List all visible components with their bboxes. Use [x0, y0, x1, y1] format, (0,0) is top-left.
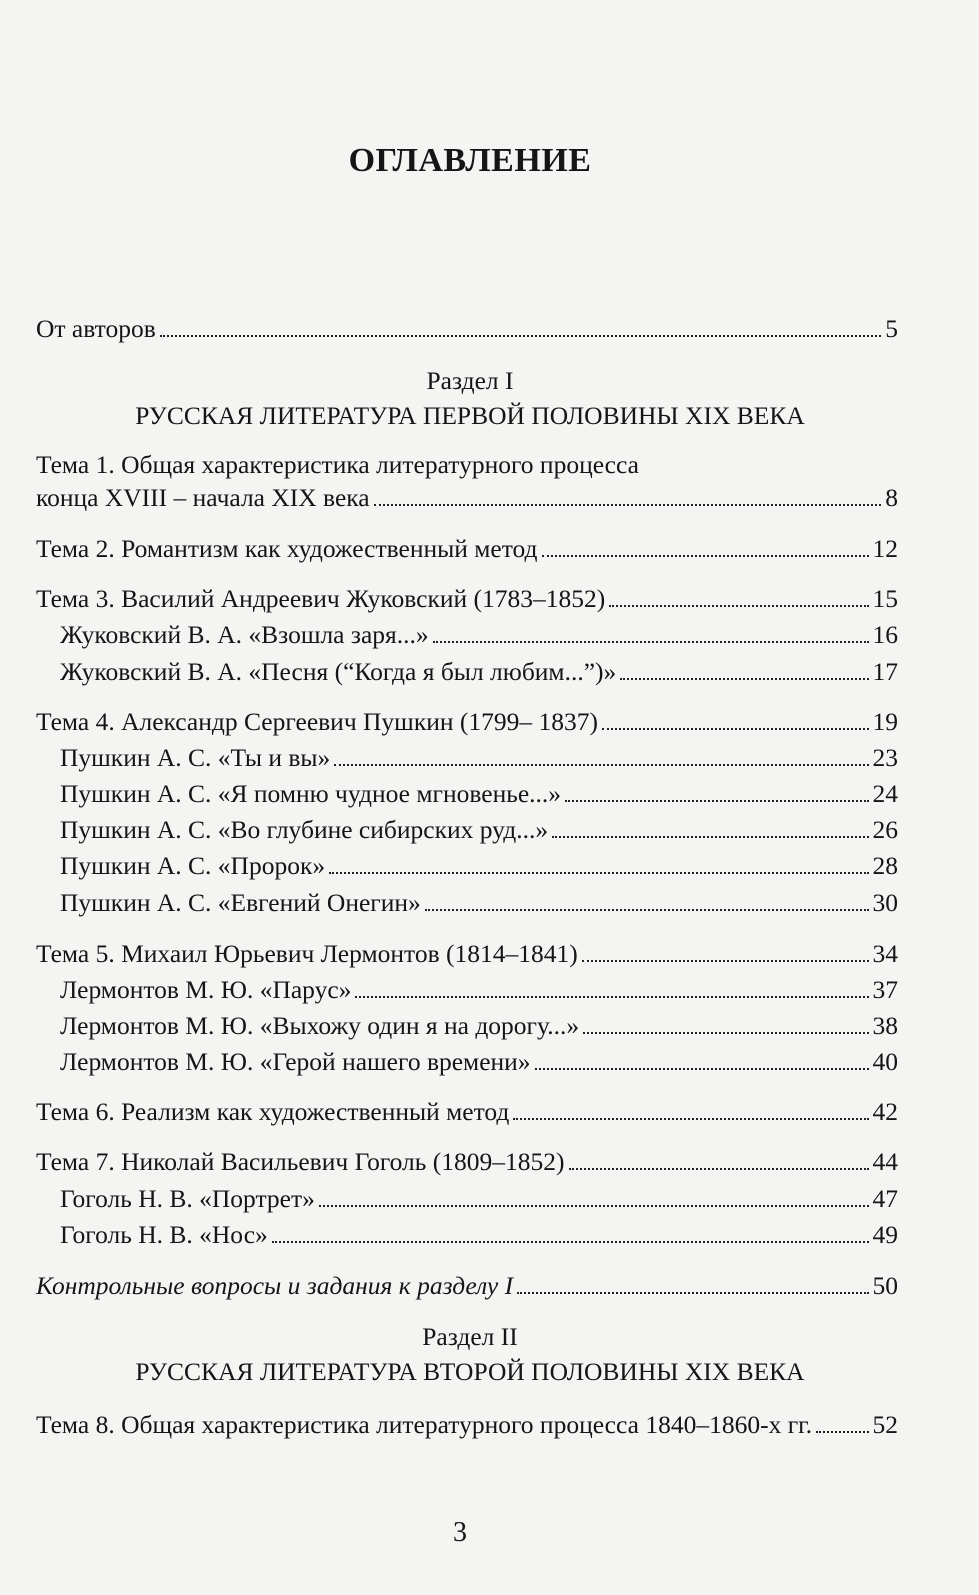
toc-entry-label: Тема 3. Василий Андреевич Жуковский (1783–1852)	[36, 584, 606, 613]
dot-leader	[535, 1068, 869, 1070]
toc-subentry	[60, 1047, 898, 1077]
toc-entry-page: 26	[872, 815, 898, 844]
section-subheading: РУССКАЯ ЛИТЕРАТУРА ВТОРОЙ ПОЛОВИНЫ XIX ВЕКА	[135, 1357, 805, 1386]
toc-entry	[36, 939, 898, 969]
section-subheading: РУССКАЯ ЛИТЕРАТУРА ПЕРВОЙ ПОЛОВИНЫ XIX ВЕКА	[135, 401, 805, 430]
toc-entry-label: конца XVIII – начала XIX века	[36, 483, 370, 512]
toc-entry-label: Пушкин А. С. «Пророк»	[60, 851, 326, 880]
toc-entry-page: 49	[872, 1220, 898, 1249]
dot-leader	[433, 641, 869, 643]
dot-leader	[582, 960, 869, 962]
toc-entry-page: 23	[872, 743, 898, 772]
toc-subentry	[60, 815, 898, 845]
toc-entry-label: Пушкин А. С. «Я помню чудное мгновенье...»	[60, 779, 562, 808]
dot-leader	[160, 335, 881, 337]
toc-entry-page: 44	[872, 1147, 898, 1176]
toc-entry-page: 5	[885, 314, 898, 343]
dot-leader	[272, 1241, 869, 1243]
toc-entry-label: Гоголь Н. В. «Нос»	[60, 1220, 268, 1249]
toc-subentry	[60, 888, 898, 918]
dot-leader	[319, 1205, 869, 1207]
toc-entry-page: 38	[872, 1011, 898, 1040]
page-title: ОГЛАВЛЕНИЕ	[348, 142, 592, 179]
toc-entry-label: Тема 5. Михаил Юрьевич Лермонтов (1814–1841)	[36, 939, 578, 968]
toc-entry-label: Жуковский В. А. «Песня (“Когда я был любим...”)»	[60, 657, 617, 686]
toc-entry-label: Тема 8. Общая характеристика литературного процесса 1840–1860-х гг.	[36, 1410, 813, 1439]
toc-subentry	[60, 743, 898, 773]
toc-entry-page: 28	[872, 851, 898, 880]
toc-entry-label: Тема 6. Реализм как художественный метод	[36, 1097, 510, 1126]
toc-entry-page: 50	[872, 1271, 898, 1300]
dot-leader	[334, 764, 868, 766]
dot-leader	[355, 996, 868, 998]
toc-entry-topic8	[36, 1410, 898, 1440]
toc-entry-page: 52	[872, 1410, 898, 1439]
toc-entry-label: Контрольные вопросы и задания к разделу I	[36, 1271, 514, 1300]
toc-entry-intro	[36, 314, 898, 344]
toc-entry-label: Тема 7. Николай Васильевич Гоголь (1809–1852)	[36, 1147, 565, 1176]
toc-subentry	[60, 657, 898, 687]
toc-entry-label: Пушкин А. С. «Евгений Онегин»	[60, 888, 421, 917]
toc-entry-topic1	[36, 483, 898, 513]
toc-entry-page: 42	[872, 1097, 898, 1126]
toc-entry-page: 40	[872, 1047, 898, 1076]
dot-leader	[374, 504, 882, 506]
toc-entry-label: Лермонтов М. Ю. «Парус»	[60, 975, 352, 1004]
dot-leader	[620, 678, 868, 680]
dot-leader	[329, 872, 868, 874]
toc-entry	[36, 584, 898, 614]
toc-entry	[36, 707, 898, 737]
toc-entry-label: Тема 2. Романтизм как художественный метод	[36, 534, 538, 563]
toc-entry-page: 19	[872, 707, 898, 736]
toc-entry-page: 37	[872, 975, 898, 1004]
toc-entry-label: Лермонтов М. Ю. «Выхожу один я на дорогу...»	[60, 1011, 580, 1040]
dot-leader	[513, 1118, 868, 1120]
toc-entry	[36, 534, 898, 564]
dot-leader	[816, 1431, 868, 1433]
dot-leader	[583, 1032, 868, 1034]
toc-entry-label: Пушкин А. С. «Ты и вы»	[60, 743, 331, 772]
dot-leader	[609, 605, 868, 607]
toc-subentry	[60, 851, 898, 881]
toc-entry-page: 17	[872, 657, 898, 686]
dot-leader	[602, 728, 869, 730]
toc-entry-label: Тема 4. Александр Сергеевич Пушкин (1799– 1837)	[36, 707, 598, 736]
toc-subentry	[60, 1220, 898, 1250]
toc-entry-page: 47	[872, 1184, 898, 1213]
toc-entry-page: 15	[872, 584, 898, 613]
toc-subentry	[60, 620, 898, 650]
toc-entry-review-questions	[36, 1271, 898, 1301]
toc-entry	[36, 1097, 898, 1127]
toc-entry-label: Жуковский В. А. «Взошла заря...»	[60, 620, 429, 649]
toc-subentry	[60, 779, 898, 809]
toc-entry-topic1-line1: Тема 1. Общая характеристика литературного процесса	[36, 450, 639, 479]
dot-leader	[425, 909, 869, 911]
section-heading: Раздел I	[426, 366, 514, 395]
toc-entry-label: Лермонтов М. Ю. «Герой нашего времени»	[60, 1047, 531, 1076]
dot-leader	[565, 800, 868, 802]
toc-entry-page: 30	[872, 888, 898, 917]
dot-leader	[552, 836, 868, 838]
toc-entry-page: 8	[885, 483, 898, 512]
dot-leader	[517, 1292, 868, 1294]
toc-entry-page: 16	[872, 620, 898, 649]
section-heading: Раздел II	[422, 1322, 518, 1351]
toc-subentry	[60, 1184, 898, 1214]
toc-entry-label: Пушкин А. С. «Во глубине сибирских руд...»	[60, 815, 549, 844]
page-number: 3	[453, 1517, 467, 1548]
dot-leader	[569, 1168, 869, 1170]
toc-entry	[36, 1147, 898, 1177]
toc-entry-page: 24	[872, 779, 898, 808]
toc-entry-page: 12	[872, 534, 898, 563]
toc-entry-page: 34	[872, 939, 898, 968]
toc-entry-label: Гоголь Н. В. «Портрет»	[60, 1184, 315, 1213]
toc-entry-label: От авторов	[36, 314, 156, 343]
toc-subentry	[60, 1011, 898, 1041]
toc-subentry	[60, 975, 898, 1005]
dot-leader	[542, 555, 869, 557]
